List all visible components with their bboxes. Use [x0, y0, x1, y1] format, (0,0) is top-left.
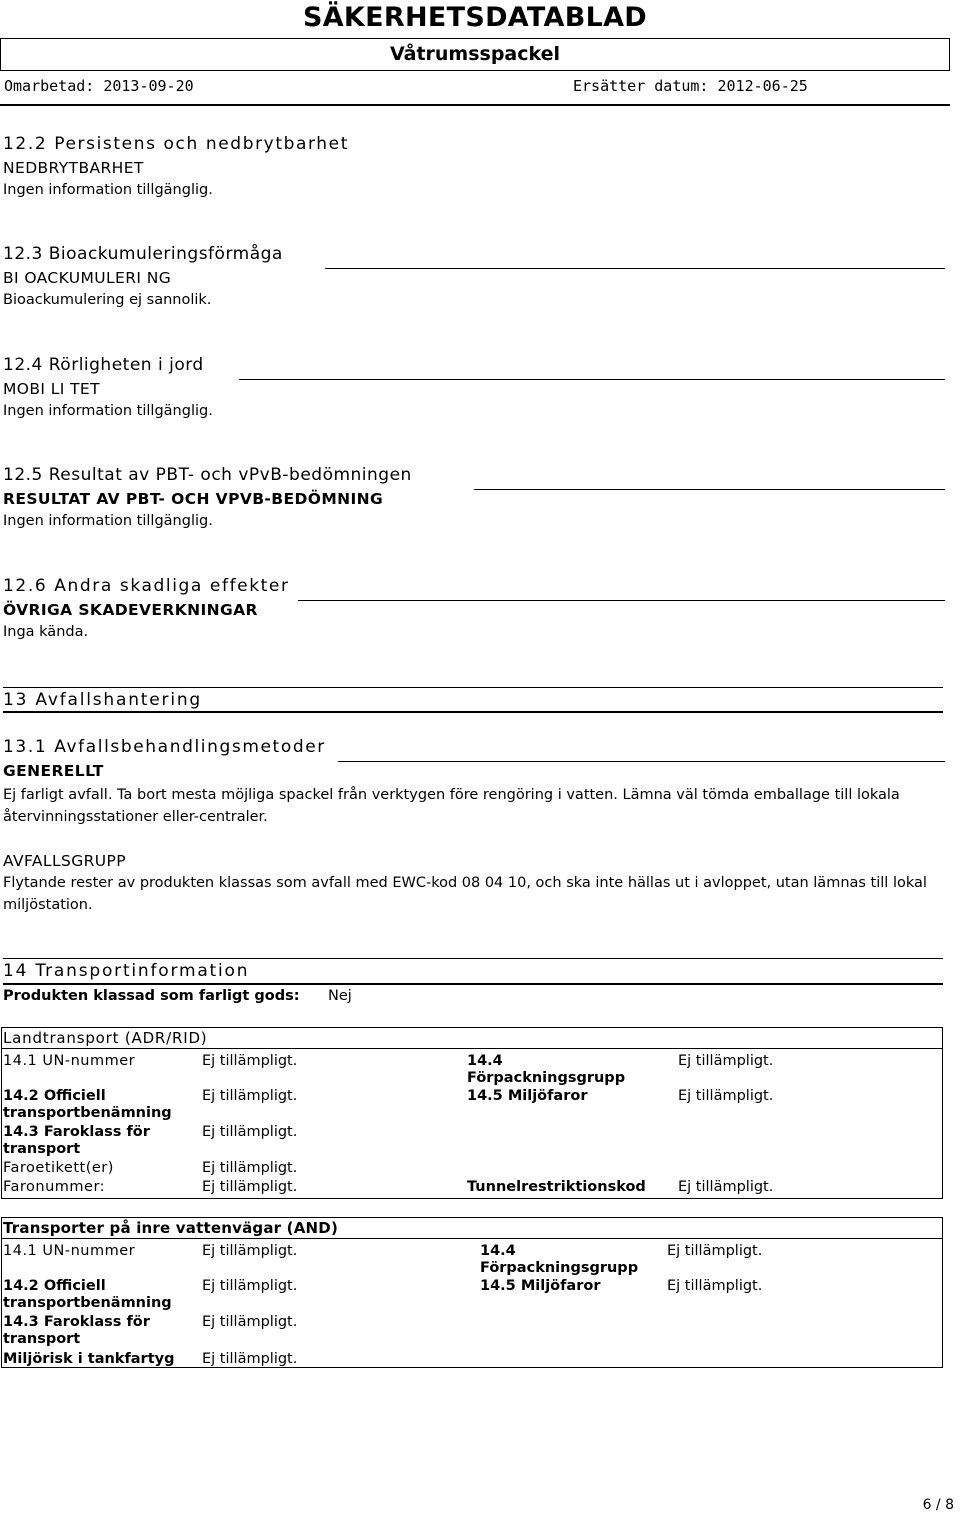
section-subheading: NEDBRYTBARHET [3, 159, 144, 177]
section-text: Bioackumulering ej sannolik. [3, 292, 212, 308]
section-underline [239, 379, 945, 380]
section-underline [325, 268, 945, 269]
section-text: Ingen information tillgänglig. [3, 182, 213, 198]
adr-un-label: 14.1 UN-nummer [3, 1053, 136, 1069]
and-table-header-rule [1, 1238, 943, 1239]
adr-env-label: 14.5 Miljöfaror [467, 1088, 588, 1104]
dangerous-goods-value: Nej [328, 988, 352, 1004]
adr-un-value: Ej tillämpligt. [202, 1053, 298, 1069]
section-subheading: MOBI LI TET [3, 380, 100, 398]
section-14-top-rule [3, 958, 943, 959]
adr-env-value: Ej tillämpligt. [678, 1088, 774, 1104]
section-14-title: 14 Transportinformation [3, 961, 250, 981]
supersedes-date: Ersätter datum: 2012-06-25 [573, 77, 808, 95]
section-text: Ingen information tillgänglig. [3, 403, 213, 419]
section-subheading: ÖVRIGA SKADEVERKNINGAR [3, 601, 258, 619]
revised-date: Omarbetad: 2013-09-20 [4, 77, 194, 95]
section-underline [338, 761, 945, 762]
and-un-value: Ej tillämpligt. [202, 1243, 298, 1259]
section-14-bottom-rule [3, 983, 943, 985]
adr-class-label: 14.3 Faroklass för transport [3, 1124, 150, 1157]
section-heading: 12.4 Rörligheten i jord [3, 355, 204, 375]
product-name: Våtrumsspackel [389, 43, 561, 65]
and-un-label: 14.1 UN-nummer [3, 1243, 136, 1259]
and-tank-label: Miljörisk i tankfartyg [3, 1351, 175, 1367]
section-subheading: RESULTAT AV PBT- OCH VPVB-BEDÖMNING [3, 490, 384, 508]
and-pg-value: Ej tillämpligt. [667, 1243, 763, 1259]
section-heading: 12.2 Persistens och nedbrytbarhet [3, 134, 349, 154]
adr-table-header-rule [1, 1048, 943, 1049]
section-13-bottom-rule [3, 711, 943, 713]
section-text: Inga kända. [3, 624, 89, 640]
section-13-top-rule [3, 687, 943, 688]
header-rule [0, 104, 950, 106]
section-heading: 12.3 Bioackumuleringsförmåga [3, 244, 283, 264]
section-text: Ingen information tillgänglig. [3, 513, 213, 529]
section-13-1 [3, 736, 326, 782]
section-12-3 [3, 243, 283, 311]
adr-name-label: 14.2 Officiell transportbenämning [3, 1088, 172, 1121]
adr-hazno-value: Ej tillämpligt. [202, 1179, 298, 1195]
waste-group-text: Flytande rester av produkten klassas som avfall med EWC-kod 08 04 10, och ska inte hällas ut i avloppet, utan lämnas till lokal miljöstation. [3, 875, 927, 913]
and-tank-value: Ej tillämpligt. [202, 1351, 298, 1367]
and-name-label: 14.2 Officiell transportbenämning [3, 1278, 172, 1311]
section-heading: 12.6 Andra skadliga effekter [3, 576, 290, 596]
adr-labels-value: Ej tillämpligt. [202, 1160, 298, 1176]
adr-tunnel-value: Ej tillämpligt. [678, 1179, 774, 1195]
waste-general-text: Ej farligt avfall. Ta bort mesta möjliga spackel från verktygen före rengöring i vatten. Lämna väl tömda emballage till lokala återvinningsstationer eller-centraler. [3, 787, 900, 825]
and-table-title: Transporter på inre vattenvägar (AND) [3, 1219, 339, 1237]
and-class-value: Ej tillämpligt. [202, 1314, 298, 1330]
waste-group-heading: AVFALLSGRUPP [3, 852, 127, 870]
and-env-label: 14.5 Miljöfaror [480, 1278, 601, 1294]
adr-name-value: Ej tillämpligt. [202, 1088, 298, 1104]
section-underline [474, 489, 945, 490]
section-12-4 [3, 354, 213, 422]
section-subheading: BI OACKUMULERI NG [3, 269, 172, 287]
adr-table-title: Landtransport (ADR/RID) [3, 1029, 208, 1047]
page-number: 6 / 8 [922, 1497, 954, 1513]
dangerous-goods-label: Produkten klassad som farligt gods: [3, 988, 300, 1004]
adr-pg-value: Ej tillämpligt. [678, 1053, 774, 1069]
section-12-6 [3, 575, 290, 643]
adr-pg-label: 14.4 Förpackningsgrupp [467, 1053, 626, 1086]
section-13-title: 13 Avfallshantering [3, 690, 203, 710]
and-name-value: Ej tillämpligt. [202, 1278, 298, 1294]
and-class-label: 14.3 Faroklass för transport [3, 1314, 150, 1347]
section-12-2 [3, 133, 349, 201]
section-heading: 13.1 Avfallsbehandlingsmetoder [3, 737, 326, 757]
and-env-value: Ej tillämpligt. [667, 1278, 763, 1294]
adr-tunnel-label: Tunnelrestriktionskod [467, 1179, 646, 1195]
and-pg-label: 14.4 Förpackningsgrupp [480, 1243, 639, 1276]
document-title: SÄKERHETSDATABLAD [302, 2, 648, 33]
section-12-5 [3, 464, 412, 532]
adr-hazno-label: Faronummer: [3, 1179, 106, 1195]
section-underline [298, 600, 945, 601]
section-subheading: GENERELLT [3, 762, 104, 780]
section-heading: 12.5 Resultat av PBT- och vPvB-bedömningen [3, 465, 412, 485]
adr-labels-label: Faroetikett(er) [3, 1160, 114, 1176]
adr-class-value: Ej tillämpligt. [202, 1124, 298, 1140]
